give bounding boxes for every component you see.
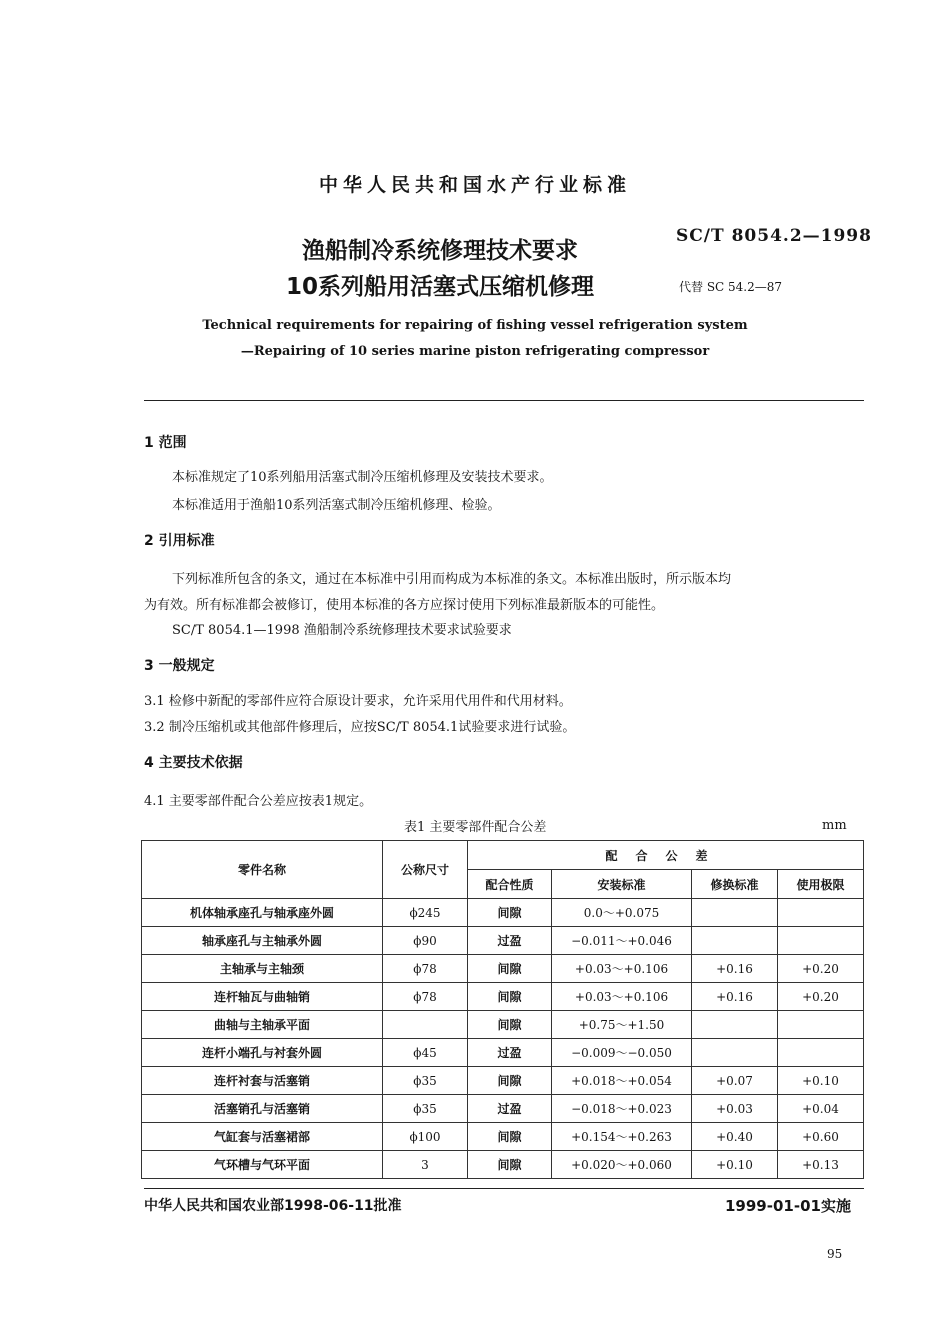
cell-fit-type: 过盈 [468,1039,552,1067]
header-divider [144,400,864,401]
cell-service-limit: +0.10 [778,1067,864,1095]
table-row [142,955,864,983]
footer-divider [144,1188,864,1189]
cell-install-standard: +0.03～+0.106 [552,955,692,983]
cell-nominal-size: ϕ45 [383,1039,468,1067]
cell-repair-standard: +0.16 [692,983,778,1011]
cell-service-limit: +0.20 [778,955,864,983]
cell-nominal-size: ϕ100 [383,1123,468,1151]
cell-nominal-size: 3 [383,1151,468,1179]
cell-service-limit: +0.13 [778,1151,864,1179]
cell-repair-standard: +0.07 [692,1067,778,1095]
header-repair-standard: 修换标准 [692,870,778,899]
cell-part-name: 轴承座孔与主轴承外圆 [142,927,383,955]
title-line-1: 渔船制冷系统修理技术要求 [302,238,578,264]
cell-part-name: 机体轴承座孔与轴承座外圆 [142,899,383,927]
cell-nominal-size: ϕ78 [383,955,468,983]
table-row [142,1067,864,1095]
table-row [142,1151,864,1179]
section-4-item-1: 4.1 主要零部件配合公差应按表1规定。 [144,794,373,809]
cell-repair-standard: +0.16 [692,955,778,983]
english-title-line-1: Technical requirements for repairing of fishing vessel refrigeration system [202,318,748,333]
cell-install-standard: +0.03～+0.106 [552,983,692,1011]
cell-nominal-size: ϕ78 [383,983,468,1011]
cell-fit-type: 间隙 [468,1123,552,1151]
cell-repair-standard [692,899,778,927]
cell-install-standard: −0.018～+0.023 [552,1095,692,1123]
cell-install-standard: +0.018～+0.054 [552,1067,692,1095]
section-2-reference: SC/T 8054.1—1998 渔船制冷系统修理技术要求试验要求 [172,623,512,638]
cell-fit-type: 间隙 [468,955,552,983]
cell-nominal-size: ϕ90 [383,927,468,955]
table-caption: 表1 主要零部件配合公差 [404,820,547,835]
cell-repair-standard [692,1039,778,1067]
approval-statement: 中华人民共和国农业部1998-06-11批准 [144,1198,402,1214]
cell-part-name: 曲轴与主轴承平面 [142,1011,383,1039]
cell-nominal-size: ϕ245 [383,899,468,927]
english-title-line-2: —Repairing of 10 series marine piston refrigerating compressor [240,344,710,359]
header-install-standard: 安装标准 [552,870,692,899]
cell-service-limit [778,1011,864,1039]
cell-service-limit [778,927,864,955]
cell-part-name: 主轴承与主轴颈 [142,955,383,983]
cell-part-name: 连杆衬套与活塞销 [142,1067,383,1095]
table-unit: mm [822,818,847,833]
cell-part-name: 连杆轴瓦与曲轴销 [142,983,383,1011]
cell-install-standard: −0.011～+0.046 [552,927,692,955]
cell-fit-type: 间隙 [468,983,552,1011]
section-1-heading: 1 范围 [144,435,187,451]
fit-tolerance-table [141,840,864,1179]
header-service-limit: 使用极限 [778,870,864,899]
title-line-2: 10系列船用活塞式压缩机修理 [285,274,594,300]
section-3-heading: 3 一般规定 [144,658,215,674]
table-row [142,1095,864,1123]
cell-repair-standard [692,927,778,955]
section-3-item-1: 3.1 检修中新配的零部件应符合原设计要求，允许采用代用件和代用材料。 [144,694,572,709]
replaces-standard: 代替 SC 54.2—87 [679,280,783,294]
cell-fit-type: 过盈 [468,927,552,955]
cell-service-limit [778,899,864,927]
cell-service-limit: +0.60 [778,1123,864,1151]
cell-part-name: 连杆小端孔与衬套外圆 [142,1039,383,1067]
table-row [142,1039,864,1067]
cell-install-standard: −0.009～−0.050 [552,1039,692,1067]
cell-repair-standard [692,1011,778,1039]
header-part-name: 零件名称 [142,841,383,899]
cell-part-name: 活塞销孔与活塞销 [142,1095,383,1123]
cell-nominal-size: ϕ35 [383,1067,468,1095]
standard-code: SC/T 8054.2—1998 [676,226,872,246]
table-row [142,927,864,955]
header-nominal-size: 公称尺寸 [383,841,468,899]
effective-date: 1999-01-01实施 [725,1197,851,1215]
table-row [142,1123,864,1151]
section-4-heading: 4 主要技术依据 [144,755,243,771]
cell-service-limit: +0.04 [778,1095,864,1123]
page-number: 95 [827,1247,843,1261]
cell-install-standard: +0.020～+0.060 [552,1151,692,1179]
cell-repair-standard: +0.40 [692,1123,778,1151]
cell-install-standard: +0.154～+0.263 [552,1123,692,1151]
header-fit-type: 配合性质 [468,870,552,899]
section-1-paragraph-1: 本标准规定了10系列船用活塞式制冷压缩机修理及安装技术要求。 [172,470,553,485]
cell-install-standard: +0.75～+1.50 [552,1011,692,1039]
header-fit-tolerance: 配合公差 [468,841,864,870]
cell-nominal-size: ϕ35 [383,1095,468,1123]
section-2-paragraph-line-2: 为有效。所有标准都会被修订，使用本标准的各方应探讨使用下列标准最新版本的可能性。 [144,598,665,613]
table-row [142,983,864,1011]
cell-service-limit [778,1039,864,1067]
table-row [142,899,864,927]
cell-service-limit: +0.20 [778,983,864,1011]
cell-fit-type: 间隙 [468,1151,552,1179]
table-row [142,1011,864,1039]
cell-fit-type: 过盈 [468,1095,552,1123]
cell-fit-type: 间隙 [468,1067,552,1095]
cell-fit-type: 间隙 [468,1011,552,1039]
cell-repair-standard: +0.03 [692,1095,778,1123]
cell-repair-standard: +0.10 [692,1151,778,1179]
section-3-item-2: 3.2 制冷压缩机或其他部件修理后，应按SC/T 8054.1试验要求进行试验。 [144,720,576,735]
section-1-paragraph-2: 本标准适用于渔船10系列活塞式制冷压缩机修理、检验。 [172,498,501,513]
cell-fit-type: 间隙 [468,899,552,927]
cell-install-standard: 0.0～+0.075 [552,899,692,927]
cell-part-name: 气缸套与活塞裙部 [142,1123,383,1151]
section-2-paragraph-line-1: 下列标准所包含的条文，通过在本标准中引用而构成为本标准的条文。本标准出版时，所示版本均 [172,572,732,587]
issuing-organization: 中华人民共和国水产行业标准 [318,174,631,196]
cell-part-name: 气环槽与气环平面 [142,1151,383,1179]
section-2-heading: 2 引用标准 [144,533,215,549]
cell-nominal-size [383,1011,468,1039]
